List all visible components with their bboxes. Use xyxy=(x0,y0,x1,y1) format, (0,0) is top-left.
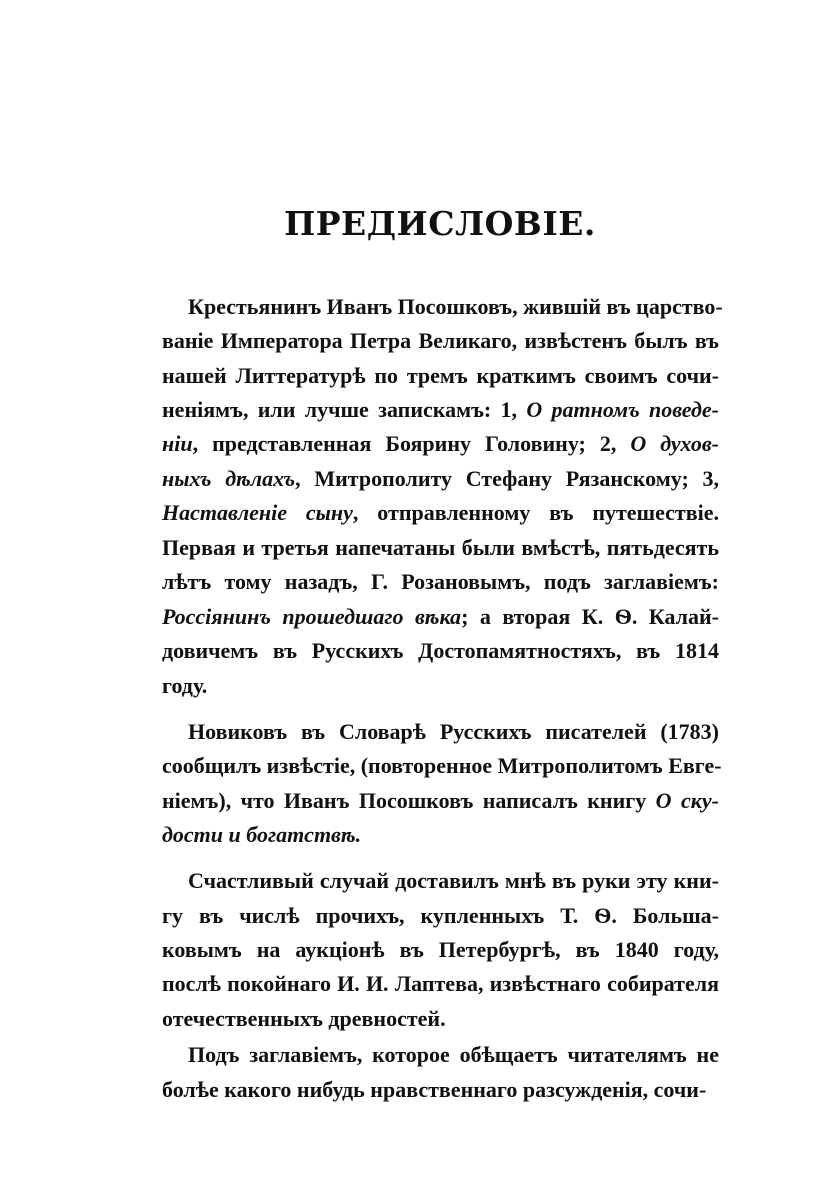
text-line xyxy=(162,1073,719,1107)
text-line xyxy=(188,290,723,324)
text-segment: , Митрополиту Стефану Рязанскому; 3, xyxy=(295,466,719,491)
text-segment: году. xyxy=(162,673,208,698)
italic-title-segment: дости и богатствѣ. xyxy=(162,822,362,847)
text-segment: довичемъ въ Русскихъ Достопамятностяхъ, въ 1814 xyxy=(162,638,719,663)
text-segment: неніямъ, или лучше запискамъ: 1, xyxy=(162,397,527,422)
text-line xyxy=(162,784,719,818)
text-line xyxy=(162,427,719,461)
page-title: ПРЕДИСЛОВІЕ. xyxy=(284,204,596,243)
text-line xyxy=(162,600,719,634)
text-line xyxy=(162,669,719,703)
italic-title-segment: О духов- xyxy=(630,431,719,456)
italic-title-segment: О ску- xyxy=(655,788,719,813)
text-line xyxy=(162,531,719,565)
text-line xyxy=(162,818,719,852)
text-line xyxy=(162,496,719,530)
text-line xyxy=(188,864,719,898)
text-segment: лѣтъ тому назадъ, Г. Розановымъ, подъ заглавіемъ: xyxy=(162,569,719,594)
text-line xyxy=(162,359,719,393)
text-segment: Первая и третья напечатаны были вмѣстѣ, пятьдесять xyxy=(162,535,719,560)
text-segment: ковымъ на аукціонѣ въ Петербургѣ, въ 1840 году, xyxy=(162,937,719,962)
text-segment: сообщилъ извѣстіе, (повторенное Митрополитомъ Евге- xyxy=(162,753,722,778)
text-line xyxy=(162,899,719,933)
text-line xyxy=(188,715,719,749)
italic-title-segment: О ратномъ поведе- xyxy=(526,397,720,422)
text-segment: Счастливый случай доставилъ мнѣ въ руки эту кни- xyxy=(188,868,719,893)
text-line xyxy=(162,565,719,599)
text-line xyxy=(162,1002,719,1036)
italic-title-segment: Россіянинъ прошедшаго вѣка xyxy=(162,604,462,629)
text-line xyxy=(162,967,719,1001)
italic-title-segment: ніи xyxy=(162,431,193,456)
text-segment: Подъ заглавіемъ, которое обѣщаетъ читателямъ не xyxy=(188,1042,719,1067)
text-line xyxy=(162,634,719,668)
text-line xyxy=(188,1038,719,1072)
text-line xyxy=(162,462,719,496)
text-segment: послѣ покойнаго И. И. Лаптева, извѣстнаго собирателя xyxy=(162,971,719,996)
text-segment: ніемъ), что Иванъ Посошковъ написалъ книгу xyxy=(162,788,656,813)
text-segment: отечественныхъ древностей. xyxy=(162,1006,446,1031)
text-segment: , представленная Боярину Головину; 2, xyxy=(192,431,631,456)
text-segment: , отправленному въ путешествіе. xyxy=(352,500,719,525)
text-segment: ваніе Императора Петра Великаго, извѣстенъ былъ въ xyxy=(162,328,719,353)
text-line xyxy=(162,933,719,967)
text-line xyxy=(162,324,719,358)
text-segment: ; а вторая К. Ѳ. Калай- xyxy=(461,604,719,629)
italic-title-segment: ныхъ дѣлахъ xyxy=(162,466,296,491)
text-segment: нашей Литтературѣ по тремъ краткимъ своимъ сочи- xyxy=(162,363,719,388)
text-line xyxy=(162,749,722,783)
text-line xyxy=(162,393,719,427)
text-segment: болѣе какого нибудь нравственнаго разсужденія, сочи- xyxy=(162,1077,707,1102)
italic-title-segment: Наставленіе сыну xyxy=(162,500,353,525)
text-segment: гу въ числѣ прочихъ, купленныхъ Т. Ѳ. Большa- xyxy=(162,903,719,928)
text-segment: Крестьянинъ Иванъ Посошковъ, жившій въ царство- xyxy=(188,294,723,319)
text-segment: Новиковъ въ Словарѣ Русскихъ писателей (1783) xyxy=(188,719,719,744)
